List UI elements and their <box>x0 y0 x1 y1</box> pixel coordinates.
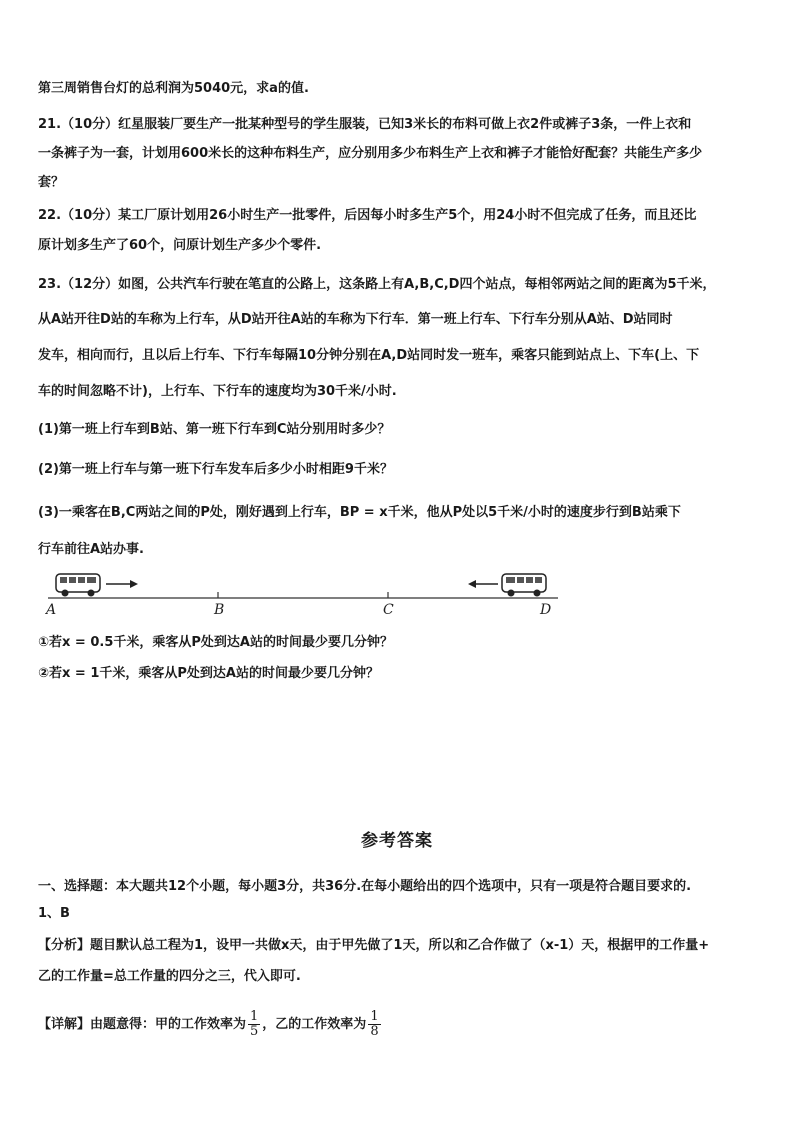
station-label: D <box>540 602 552 618</box>
fraction <box>368 1010 380 1039</box>
text-line: (3)一乘客在B,C两站之间的P处，刚好遇到上行车，BP = x千米，他从P处以5千米/小时的速度步行到B站乘下 <box>38 505 681 520</box>
bus-icon <box>502 574 546 597</box>
text-line: ②若x = 1千米，乘客从P处到达A站的时间最少要几分钟？ <box>38 666 379 681</box>
station-label: C <box>383 602 394 618</box>
text-line: 第三周销售台灯的总利润为5040元，求a的值. <box>38 81 309 96</box>
text-line: 【分析】题目默认总工程为1，设甲一共做x天，由于甲先做了1天，所以和乙合作做了（x-1）天，根据甲的工作量+ <box>38 938 710 953</box>
bus-icon <box>56 574 100 597</box>
fraction-numerator: 1 <box>370 1009 379 1024</box>
text-line: ①若x = 0.5千米，乘客从P处到达A站的时间最少要几分钟？ <box>38 635 393 650</box>
text-line: 发车，相向而行，且以后上行车、下行车每隔10分钟分别在A,D站同时发一班车，乘客只能到站点上、下车(上、下 <box>38 348 700 363</box>
station-label: B <box>214 602 225 618</box>
arrow-left-icon <box>468 580 498 588</box>
fraction <box>248 1010 260 1039</box>
arrow-right-icon <box>106 580 138 588</box>
text-line: 1、B <box>38 906 70 921</box>
text-line: 21.（10分）红星服装厂要生产一批某种型号的学生服装，已知3米长的布料可做上衣2件或裤子3条，一件上衣和 <box>38 117 692 132</box>
text-line: 一条裤子为一套，计划用600米长的这种布料生产，应分别用多少布料生产上衣和裤子才能恰好配套？共能生产多少 <box>38 146 703 161</box>
text-line: 22.（10分）某工厂原计划用26小时生产一批零件，后因每小时多生产5个，用24小时不但完成了任务，而且还比 <box>38 208 697 223</box>
detail-prefix: 【详解】由题意得：甲的工作效率为 <box>38 1017 247 1032</box>
fraction-denominator: 5 <box>250 1024 259 1039</box>
text-line: 一、选择题：本大题共12个小题，每小题3分，共36分.在每小题给出的四个选项中，只有一项是符合题目要求的. <box>38 879 692 894</box>
text-line: 从A站开往D站的车称为上行车，从D站开往A站的车称为下行车．第一班上行车、下行车分别从A站、D站同时 <box>38 312 673 327</box>
text-line: 车的时间忽略不计)，上行车、下行车的速度均为30千米/小时. <box>38 384 397 399</box>
text-line: 乙的工作量=总工作量的四分之三，代入即可. <box>38 969 301 984</box>
text-line: 23.（12分）如图，公共汽车行驶在笔直的公路上，这条路上有A,B,C,D四个站点，每相邻两站之间的距离为5千米， <box>38 277 716 292</box>
fraction-denominator: 8 <box>370 1024 379 1039</box>
text-line: (1)第一班上行车到B站、第一班下行车到C站分别用时多少？ <box>38 422 391 437</box>
text-line: 套？ <box>38 175 65 190</box>
text-line: 原计划多生产了60个，问原计划生产多少个零件. <box>38 238 322 253</box>
text-line: 行车前往A站办事. <box>38 542 144 557</box>
detail-line <box>38 1008 383 1042</box>
station-label: A <box>46 602 57 618</box>
bus-route-diagram <box>38 570 568 620</box>
answer-heading: 参考答案 <box>361 831 433 851</box>
text-line: (2)第一班上行车与第一班下行车发车后多少小时相距9千米？ <box>38 462 393 477</box>
fraction-numerator: 1 <box>250 1009 259 1024</box>
detail-middle: ，乙的工作效率为 <box>262 1017 367 1032</box>
